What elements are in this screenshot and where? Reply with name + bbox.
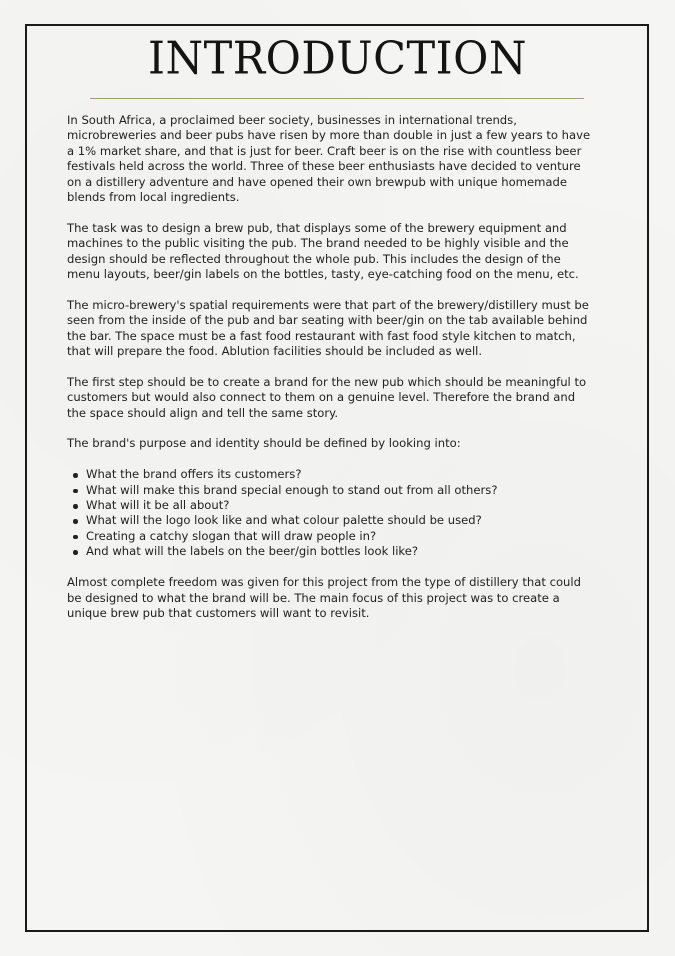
list-item: Creating a catchy slogan that will draw people in?: [86, 529, 597, 544]
list-item: What will the logo look like and what colour palette should be used?: [86, 513, 597, 528]
paragraph-5: The brand's purpose and identity should be defined by looking into:: [67, 436, 461, 451]
paragraph-4: The first step should be to create a brand for the new pub which should be meaningful to customers but would also connect to them on a genuine level. Therefore the brand and the space should align and tell the same story.: [67, 374, 587, 420]
closing-paragraph: Almost complete freedom was given for this project from the type of distillery that could be designed to what the brand will be. The main focus of this project was to create a unique brew pub that customers will want to revisit.: [67, 575, 581, 620]
list-item: What will it be all about?: [86, 498, 597, 513]
paragraph-3: The micro-brewery's spatial requirements were that part of the brewery/distillery must be seen from the inside of the pub and bar seating with beer/gin on the tab available behind the bar. The space must be a fast food restaurant with fast food style kitchen to match, that will prepare the food. Ablution facilities should be included as well.: [67, 297, 589, 359]
paragraph-1: In South Africa, a proclaimed beer society, businesses in international trends, microbreweries and beer pubs have risen by more than double in just a few years to have a 1% market share, and that is just for beer. Craft beer is on the rise with countless beer festivals held across the world. Three of these beer enthusiasts have decided to venture on a distillery adventure and have opened their own brewpub with unique homemade blends from local ingredients.: [67, 113, 591, 205]
paragraph-2: The task was to design a brew pub, that displays some of the brewery equipment and machines to the public visiting the pub. The brand needed to be highly visible and the design should be reflected throughout the whole pub. This includes the design of the menu layouts, beer/gin labels on the bottles, tasty, eye-catching food on the menu, etc.: [67, 220, 579, 282]
title-divider: [90, 98, 584, 99]
list-item: And what will the labels on the beer/gin bottles look like?: [86, 544, 597, 559]
question-list: [67, 467, 597, 559]
list-item: What the brand offers its customers?: [86, 467, 597, 482]
list-item: What will make this brand special enough to stand out from all others?: [86, 483, 597, 498]
body-content: [67, 113, 597, 637]
page-title: INTRODUCTION: [147, 32, 528, 86]
